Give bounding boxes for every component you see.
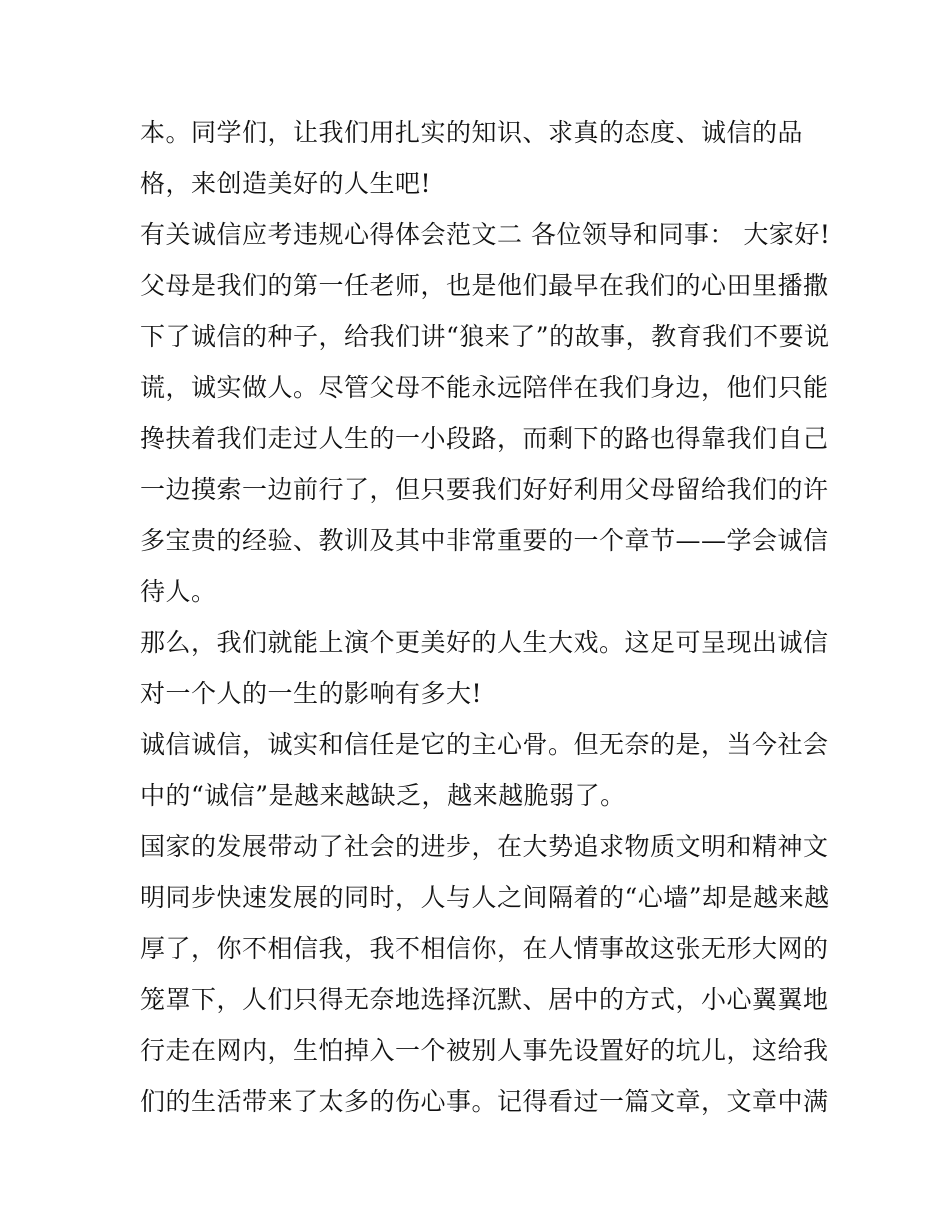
text-line: 诚信诚信，诚实和信任是它的主心骨。但无奈的是，当今社会 (140, 730, 829, 759)
text-line: 们的生活带来了太多的伤心事。记得看过一篇文章，文章中满 (140, 1087, 829, 1116)
text-line: 多宝贵的经验、教训及其中非常重要的一个章节——学会诚信 (140, 526, 829, 555)
text-line: 本。同学们，让我们用扎实的知识、求真的态度、诚信的品 (140, 118, 804, 147)
body-text (140, 107, 831, 1127)
text-line: 厚了，你不相信我，我不相信你，在人情事故这张无形大网的 (140, 934, 829, 963)
text-line: 行走在网内，生怕掉入一个被别人事先设置好的坑儿，这给我 (140, 1036, 829, 1065)
text-line: 国家的发展带动了社会的进步，在大势追求物质文明和精神文 (140, 832, 829, 861)
text-line: 明同步快速发展的同时，人与人之间隔着的“心墙”却是越来越 (140, 883, 830, 912)
text-line: 格，来创造美好的人生吧! (140, 169, 432, 198)
text-line: 下了诚信的种子，给我们讲“狼来了”的故事，教育我们不要说 (140, 322, 830, 351)
text-line: 有关诚信应考违规心得体会范文二 各位领导和同事： 大家好! (140, 220, 831, 249)
text-line: 一边摸索一边前行了，但只要我们好好利用父母留给我们的许 (140, 475, 829, 504)
text-line: 笼罩下，人们只得无奈地选择沉默、居中的方式，小心翼翼地 (140, 985, 829, 1014)
text-line: 那么，我们就能上演个更美好的人生大戏。这足可呈现出诚信 (140, 628, 829, 657)
text-line: 父母是我们的第一任老师，也是他们最早在我们的心田里播撒 (140, 271, 829, 300)
text-line: 待人。 (140, 577, 217, 606)
text-line: 对一个人的一生的影响有多大! (140, 679, 483, 708)
text-line: 搀扶着我们走过人生的一小段路，而剩下的路也得靠我们自己 (140, 424, 829, 453)
text-line: 中的“诚信”是越来越缺乏，越来越脆弱了。 (140, 781, 626, 810)
text-line: 谎，诚实做人。尽管父母不能永远陪伴在我们身边，他们只能 (140, 373, 829, 402)
